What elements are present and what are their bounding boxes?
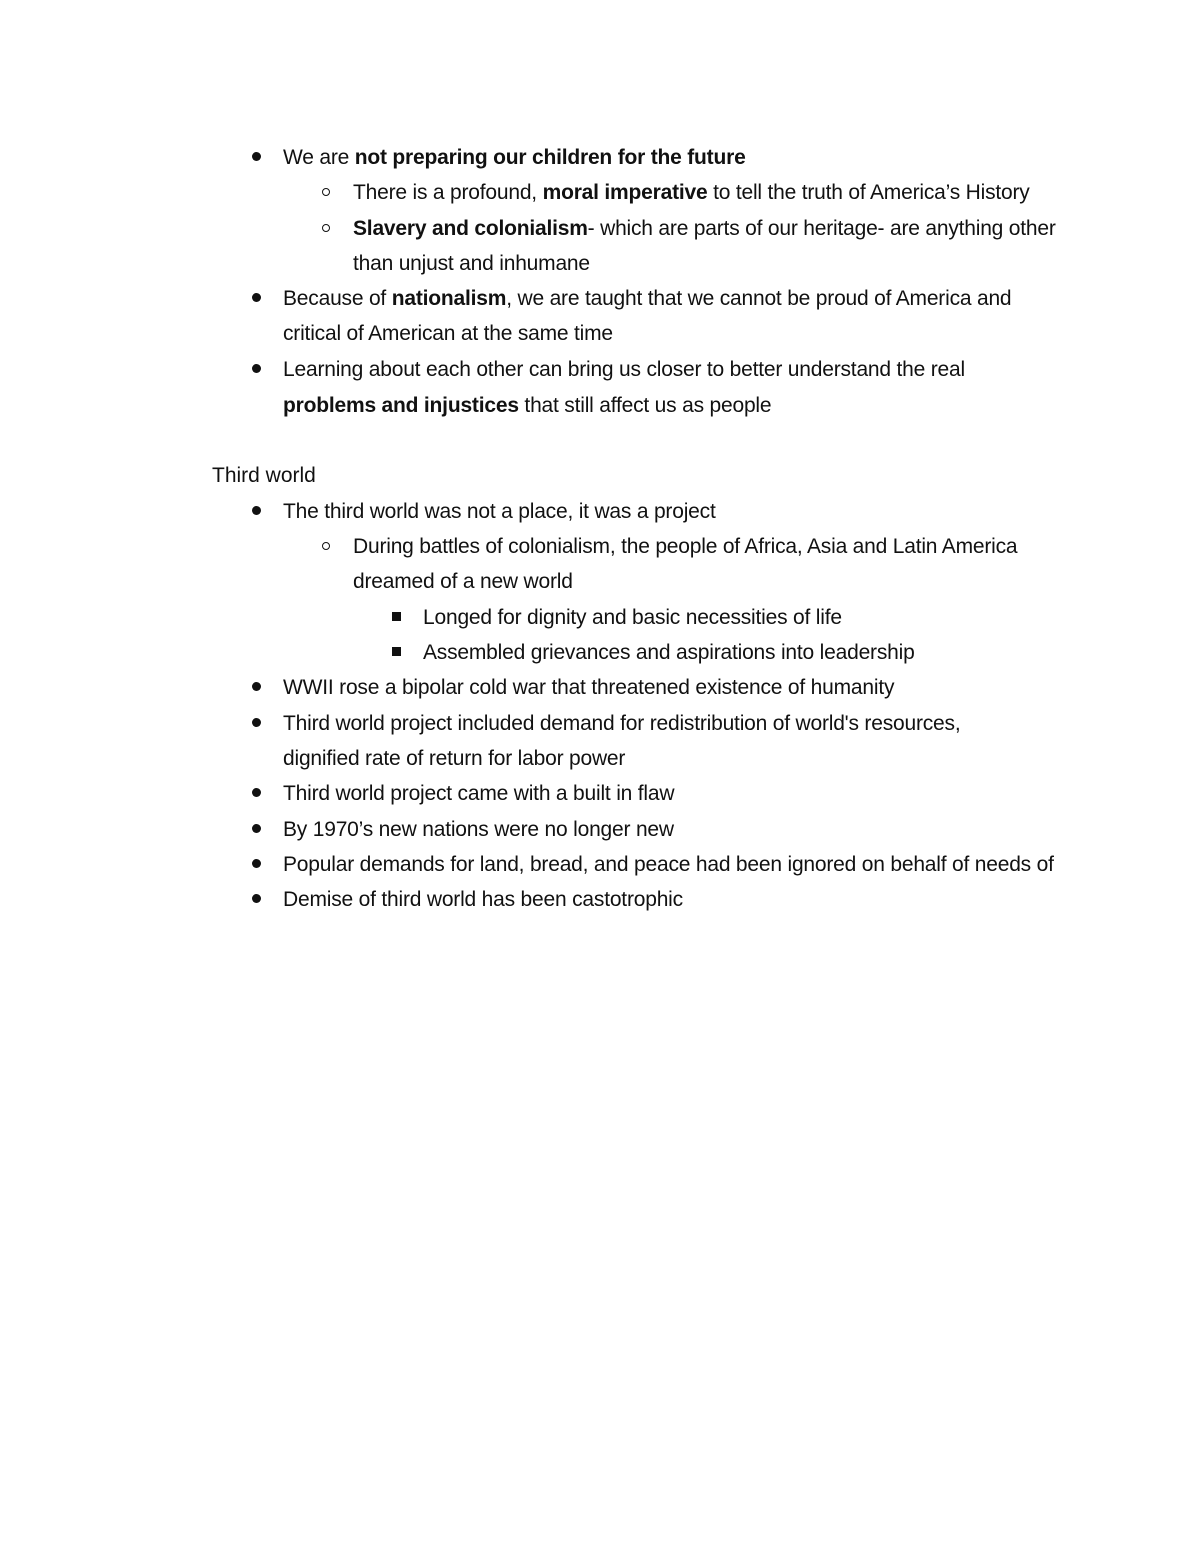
text-run: - which are parts of our heritage- are anything other: [587, 217, 1056, 240]
text-run: that still affect us as people: [518, 394, 772, 417]
bullet-circle-icon: [316, 175, 336, 210]
list-item: [283, 281, 1011, 316]
bullet-circle-icon: [316, 529, 336, 564]
list-item: Assembled grievances and aspirations into leadership: [423, 641, 915, 664]
list-item: By 1970’s new nations were no longer new: [283, 818, 674, 841]
bullet-dot-icon: [246, 670, 266, 705]
bullet-circle-icon: [316, 211, 336, 246]
list-item: [353, 211, 1056, 246]
list-item: [353, 175, 1030, 210]
bold-text: moral imperative: [542, 181, 708, 204]
bullet-square-icon: [386, 600, 406, 635]
list-item: Demise of third world has been castotrophic: [283, 888, 683, 911]
text-run: There is a profound,: [353, 181, 543, 204]
list-item-continuation: dreamed of a new world: [353, 570, 573, 593]
bold-text: problems and injustices: [283, 394, 519, 417]
bullet-dot-icon: [246, 140, 266, 175]
list-item-continuation: [283, 388, 771, 423]
bullet-dot-icon: [246, 706, 266, 741]
list-item: Third world project included demand for redistribution of world's resources,: [283, 712, 961, 735]
list-item: Learning about each other can bring us closer to better understand the real: [283, 358, 965, 381]
bold-text: nationalism: [391, 287, 507, 310]
bullet-dot-icon: [246, 882, 266, 917]
bold-text: not preparing our children for the future: [354, 146, 746, 169]
list-item-continuation: than unjust and inhumane: [353, 252, 590, 275]
text-run: We are: [283, 146, 355, 169]
bullet-dot-icon: [246, 352, 266, 387]
bullet-dot-icon: [246, 812, 266, 847]
text-run: Because of: [283, 287, 392, 310]
list-item: Longed for dignity and basic necessities of life: [423, 606, 842, 629]
bold-text: Slavery and colonialism: [353, 217, 588, 240]
bullet-dot-icon: [246, 494, 266, 529]
list-item-continuation: critical of American at the same time: [283, 322, 613, 345]
bullet-square-icon: [386, 635, 406, 670]
section-heading: Third world: [212, 464, 316, 487]
list-item-continuation: dignified rate of return for labor power: [283, 747, 626, 770]
text-run: , we are taught that we cannot be proud of America and: [506, 287, 1012, 310]
list-item: [283, 140, 746, 175]
bullet-dot-icon: [246, 847, 266, 882]
bullet-dot-icon: [246, 281, 266, 316]
bullet-dot-icon: [246, 776, 266, 811]
list-item: WWII rose a bipolar cold war that threatened existence of humanity: [283, 676, 895, 699]
text-run: to tell the truth of America’s History: [707, 181, 1030, 204]
list-item: Third world project came with a built in flaw: [283, 782, 675, 805]
list-item: Popular demands for land, bread, and peace had been ignored on behalf of needs of: [283, 853, 1054, 876]
list-item: The third world was not a place, it was a project: [283, 500, 716, 523]
list-item: During battles of colonialism, the people of Africa, Asia and Latin America: [353, 535, 1018, 558]
